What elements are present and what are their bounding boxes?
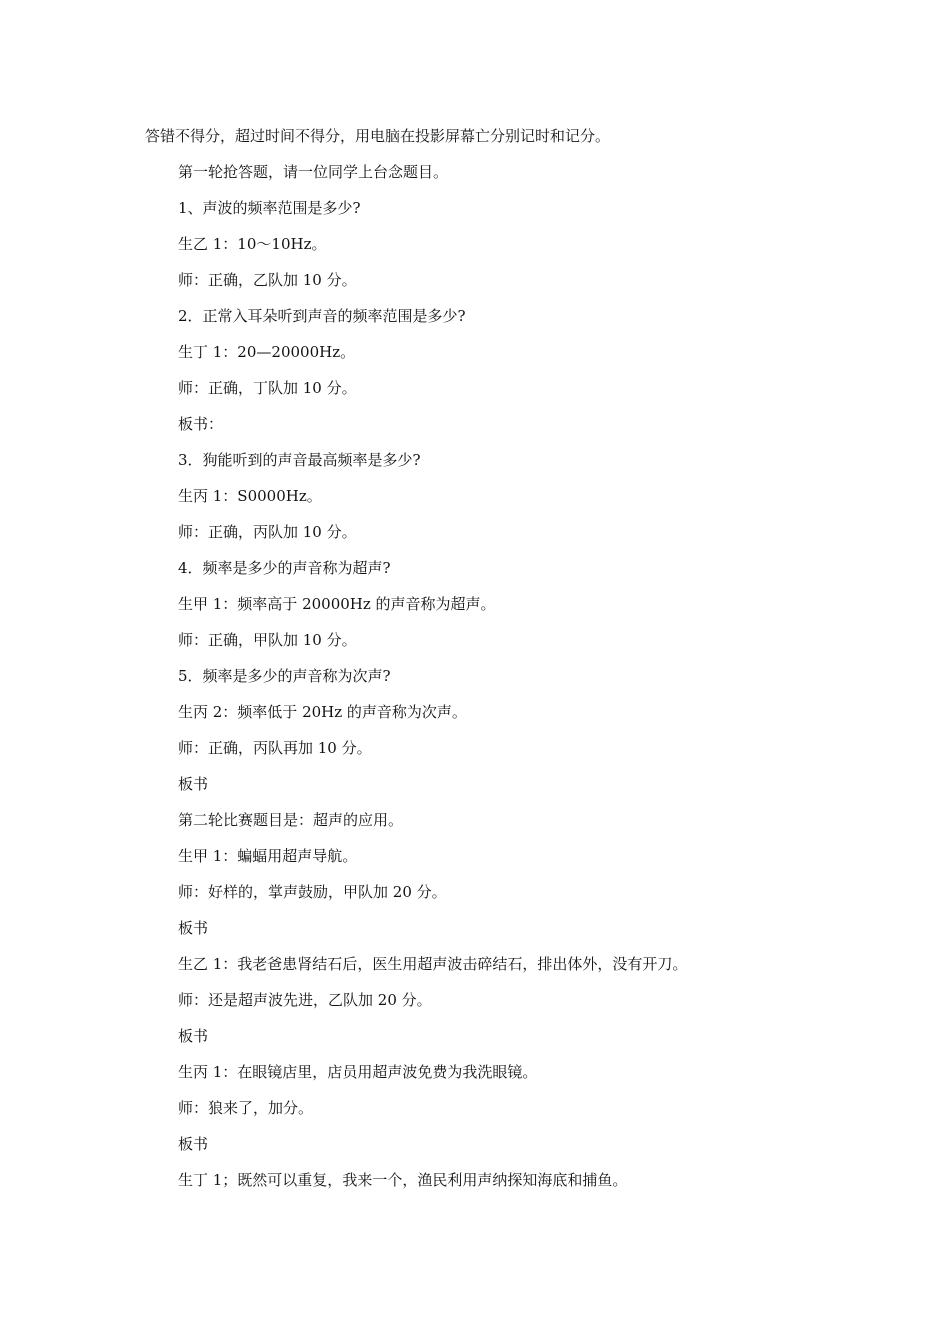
paragraph-line-8: 师：正确，丁队加 10 分。 [178,379,357,397]
paragraph-line-22: 师：好样的，掌声鼓励，甲队加 20 分。 [178,883,447,901]
paragraph-line-10: 3．狗能听到的声音最高频率是多少? [178,451,421,469]
paragraph-line-27: 生丙 1：在眼镜店里，店员用超声波免费为我洗眼镜。 [178,1063,538,1081]
paragraph-line-1: 答错不得分，超过时间不得分，用电脑在投影屏幕亡分别记时和记分。 [145,127,611,145]
paragraph-line-13: 4．频率是多少的声音称为超声? [178,559,391,577]
paragraph-line-25: 师：还是超声波先进，乙队加 20 分。 [178,991,432,1009]
paragraph-line-6: 2．正常入耳朵听到声音的频率范围是多少? [178,307,466,325]
paragraph-line-26: 板书 [178,1027,209,1045]
paragraph-line-23: 板书 [178,919,209,937]
paragraph-line-14: 生甲 1：频率高于 20000Hz 的声音称为超声。 [178,595,496,613]
paragraph-line-5: 师：正确，乙队加 10 分。 [178,271,357,289]
paragraph-line-30: 生丁 1；既然可以重复，我来一个，渔民利用声纳探知海底和捕鱼。 [178,1171,628,1189]
paragraph-line-28: 师：狼来了，加分。 [178,1099,314,1117]
paragraph-line-16: 5．频率是多少的声音称为次声? [178,667,391,685]
paragraph-line-24: 生乙 1：我老爸患肾结石后，医生用超声波击碎结石，排出体外，没有开刀。 [178,955,688,973]
paragraph-line-19: 板书 [178,775,209,793]
paragraph-line-3: 1、声波的频率范围是多少? [178,199,361,217]
paragraph-line-12: 师：正确，丙队加 10 分。 [178,523,357,541]
paragraph-line-18: 师：正确，丙队再加 10 分。 [178,739,372,757]
paragraph-line-9: 板书： [178,415,224,433]
paragraph-line-7: 生丁 1：20—20000Hz。 [178,343,356,361]
paragraph-line-4: 生乙 1：10～10Hz。 [178,235,327,253]
paragraph-line-21: 生甲 1：蝙蝠用超声导航。 [178,847,358,865]
paragraph-line-15: 师：正确，甲队加 10 分。 [178,631,357,649]
paragraph-line-11: 生丙 1：S0000Hz。 [178,487,322,505]
paragraph-line-17: 生丙 2：频率低于 20Hz 的声音称为次声。 [178,703,467,721]
paragraph-line-20: 第二轮比赛题目是：超声的应用。 [178,811,404,829]
paragraph-line-2: 第一轮抢答题，请一位同学上台念题目。 [178,163,449,181]
paragraph-line-29: 板书 [178,1135,209,1153]
